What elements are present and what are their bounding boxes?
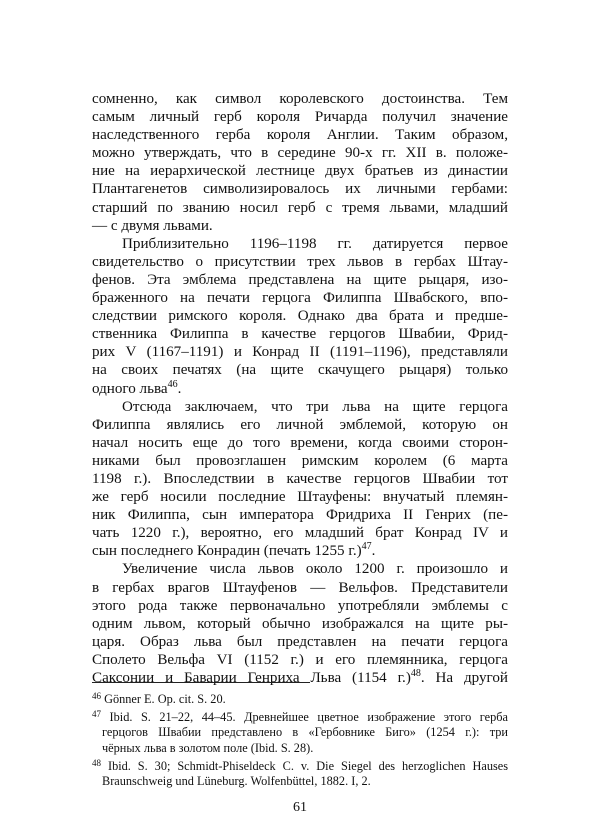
text-line: в гербах врагов Штауфенов — Вельфов. Представители xyxy=(92,579,508,596)
footnote-separator xyxy=(92,682,310,683)
text-line: Сполето Вельфа VI (1152 г.) и его племянника, герцога xyxy=(92,651,508,668)
paragraph-2 xyxy=(92,235,508,398)
footnote-line: чёрных льва в золотом поле (Ibid. S. 28). xyxy=(102,740,314,755)
text-line: Отсюда заключаем, что три льва на щите герцога xyxy=(122,398,508,415)
paragraph-1 xyxy=(92,90,508,235)
paragraph-4 xyxy=(92,560,508,687)
footnote-number: 46 xyxy=(92,691,101,701)
text-line: фенов. Эта эмблема представлена на щите рыцаря, изо- xyxy=(92,271,508,288)
text-line: рих V (1167–1191) и Конрад II (1191–1196), представляли xyxy=(92,344,508,361)
text-line: на своих печатях (на щите скачущего рыцаря) только xyxy=(92,362,508,379)
text-line: сомненно, как символ королевского достоинства. Тем xyxy=(92,91,508,107)
footnote-ref-46[interactable]: 46 xyxy=(167,378,178,390)
text-line: Саксонии и Баварии Генриха Льва (1154 г.)$^{48}$. На другой xyxy=(92,668,508,686)
footnote-line: герцогов Швабии представлено в «Гербовнике Биго» (1254 г.): три xyxy=(102,725,508,740)
text-line: Филиппа являлись его личной эмблемой, которую он xyxy=(92,416,508,433)
footnote-line xyxy=(92,759,508,774)
footnote-number: 48 xyxy=(92,757,101,768)
text-line: одним львом, который обычно изображался на щите ры- xyxy=(92,615,508,632)
text-line: начал носить еще до того времени, когда своими сторон- xyxy=(92,434,508,451)
text-line: можно утверждать, что в середине 90-х гг. XII в. положе- xyxy=(92,145,508,162)
text-fragment: На другой xyxy=(424,670,508,686)
text-line: никами был провозглашен римским королем (6 марта xyxy=(92,452,508,469)
text-line: одного льва$^{46}$. xyxy=(92,378,182,397)
text-line: старший по званию носил герб с тремя львами, младший xyxy=(92,199,508,216)
text-line: царя. Образ льва был представлен на печати герцога xyxy=(92,633,508,650)
text-line: Плантагенетов символизировалось их личными гербами: xyxy=(92,181,508,198)
text-line: ственника Филиппа в качестве герцогов Швабии, Фрид- xyxy=(92,326,508,343)
text-fragment: Саксонии и Баварии Генриха Льва (1154 г.) xyxy=(92,670,411,686)
footnote-line: Braunschweig und Lüneburg. Wolfenbüttel, 1882. I, 2. xyxy=(102,774,371,789)
text-fragment: одного льва xyxy=(92,380,168,397)
footnote-ref-48[interactable]: 48 xyxy=(410,668,421,679)
text-line: чать 1220 г.), вероятно, его младший брат Конрад IV и xyxy=(92,525,508,542)
text-line: браженного на печати герцога Филиппа Швабского, впо- xyxy=(92,290,508,307)
footnote-text: Ibid. S. 21–22, 44–45. Древнейшее цветное изображение этого герба xyxy=(109,710,508,725)
text-line: этого рода также первоначально употребляли эмблемы с xyxy=(92,597,508,614)
text-line: следствии римского короля. Однако два брата и предше- xyxy=(92,308,508,325)
text-fragment: сын последнего Конрадин (печать 1255 г.) xyxy=(92,543,362,560)
footnote-46 xyxy=(92,692,508,707)
text-line: 1198 г.). Впоследствии в качестве герцогов Швабии тот xyxy=(92,470,508,487)
footnote-text: Ibid. S. 30; Schmidt-Phiseldeck C. v. Die Siegel des herzoglichen Hauses xyxy=(107,758,509,773)
footnote-line xyxy=(92,692,508,707)
text-line: ние на иерархической лестнице двух братьев из династии xyxy=(92,163,508,180)
text-line: свидетельство о присутствии трех львов в гербах Штау- xyxy=(92,253,508,270)
footnotes xyxy=(92,692,508,792)
main-text xyxy=(92,90,508,687)
text-line: же герб носили последние Штауфены: внучатый племян- xyxy=(92,489,508,506)
text-line: — с двумя львами. xyxy=(92,217,213,234)
footnote-line xyxy=(92,710,508,725)
footnote-ref-47[interactable]: 47 xyxy=(361,541,372,553)
footnote-48 xyxy=(92,759,508,789)
footnote-47 xyxy=(92,710,508,756)
text-line: Приблизительно 1196–1198 гг. датируется первое xyxy=(122,235,508,252)
footnote-text: Gönner E. Op. cit. S. 20. xyxy=(104,692,226,706)
page-number: 61 xyxy=(293,800,307,815)
text-line: самым личный герб короля Ричарда получил значение xyxy=(92,109,508,126)
text-line: наследственного герба короля Англии. Таким образом, xyxy=(92,127,508,144)
text-line: Увеличение числа львов около 1200 г. произошло и xyxy=(122,561,508,578)
footnote-number: 47 xyxy=(92,709,101,720)
paragraph-3 xyxy=(92,398,508,561)
text-line: сын последнего Конрадин (печать 1255 г.)$^{47}$. xyxy=(92,541,376,560)
text-line: ник Филиппа, сын императора Фридриха II Генрих (пе- xyxy=(92,507,508,524)
